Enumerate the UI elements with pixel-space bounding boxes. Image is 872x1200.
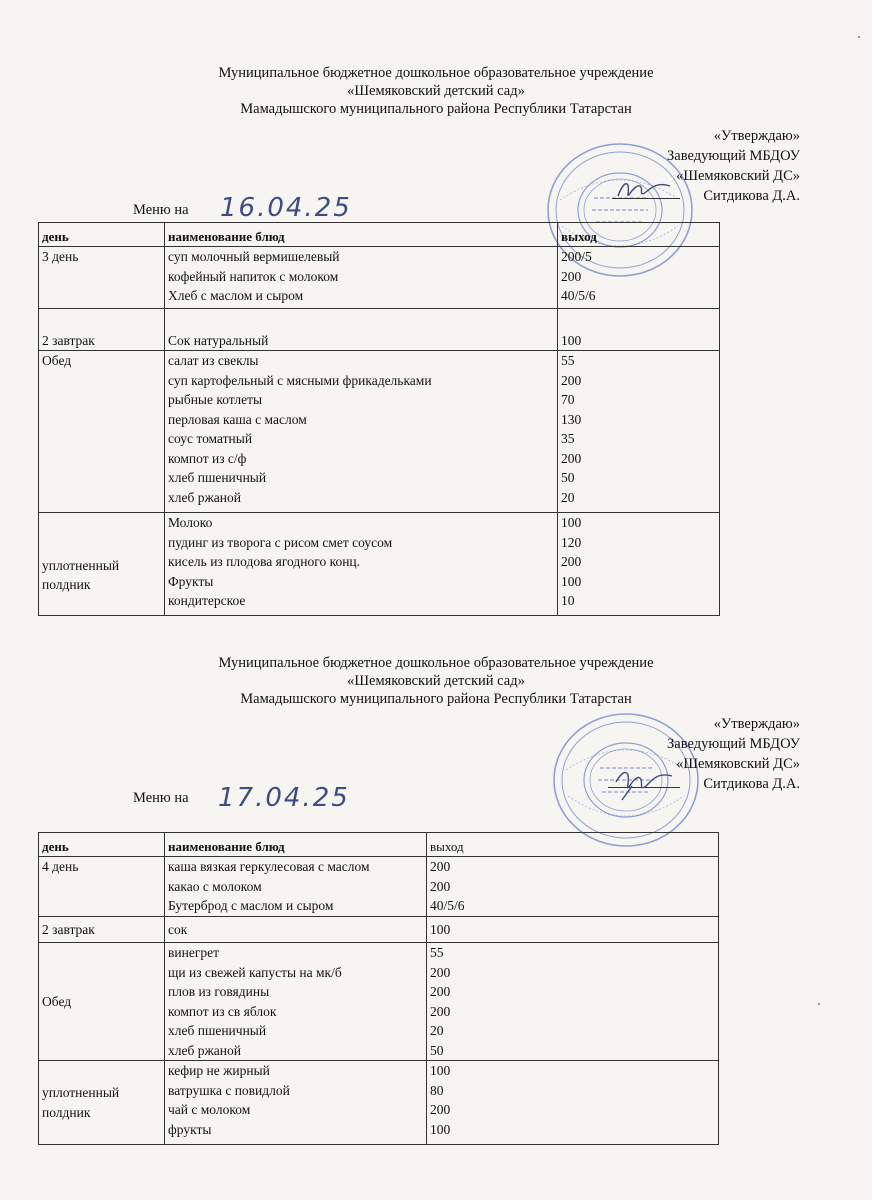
dish-item: сок [168, 921, 188, 937]
dish-item: ватрушка с повидлой [168, 1082, 290, 1098]
dish-item: суп картофельный с мясными фрикадельками [168, 372, 432, 388]
dish-item: Молоко [168, 515, 213, 530]
approval-line: «Шемяковский ДС» [676, 756, 800, 772]
table-header-row [39, 833, 719, 857]
portion-value: 10 [561, 593, 575, 608]
column-header-day: день [39, 833, 165, 857]
portion-value: 70 [561, 392, 575, 407]
org-header-2 [0, 654, 872, 708]
dish-cell [165, 857, 427, 917]
dish-cell [165, 247, 558, 309]
portion-cell [427, 1061, 719, 1145]
approval-line: «Шемяковский ДС» [676, 168, 800, 184]
approval-signatory: Ситдикова Д.А. [703, 776, 800, 792]
meal-day-cell: уплотненный полдник [39, 513, 165, 616]
dish-cell [165, 917, 427, 943]
portion-value: 120 [561, 534, 582, 550]
portion-value: 200 [430, 859, 451, 874]
portion-value: 35 [561, 431, 575, 446]
dish-cell [165, 1061, 427, 1145]
portion-value: 200 [561, 268, 582, 284]
org-header-line: Муниципальное бюджетное дошкольное образовательное учреждение [218, 655, 654, 671]
column-header-day: день [39, 223, 165, 247]
approval-signatory: Ситдикова Д.А. [703, 188, 800, 204]
portion-value: 100 [561, 332, 582, 348]
portion-cell [558, 351, 720, 513]
portion-value: 80 [430, 1082, 444, 1098]
dish-cell [165, 513, 558, 616]
column-header-portion: выход [427, 833, 719, 857]
portion-value: 100 [430, 1063, 451, 1078]
dish-item: хлеб ржаной [168, 489, 241, 505]
dish-item: Фрукты [168, 573, 214, 589]
portion-value: 200 [561, 554, 582, 569]
menu-label-2: Меню на [133, 790, 189, 806]
portion-value: 130 [561, 411, 582, 427]
portion-value: 100 [561, 515, 582, 530]
org-header-line: Мамадышского муниципального района Республики Татарстан [240, 691, 632, 707]
handwritten-signature-2 [612, 764, 676, 804]
menu-table-1 [38, 222, 720, 616]
approval-line: Заведующий МБДОУ [667, 736, 800, 752]
portion-value: 200 [430, 878, 451, 894]
dish-item: Хлеб с маслом и сыром [168, 288, 304, 303]
portion-value: 200/5 [561, 249, 592, 264]
table-row [39, 247, 720, 309]
portion-cell [558, 513, 720, 616]
table-row [39, 351, 720, 513]
table-row [39, 513, 720, 616]
portion-cell [427, 943, 719, 1061]
portion-value: 55 [430, 945, 444, 960]
dish-item: пудинг из творога с рисом смет соусом [168, 534, 393, 550]
dish-item: салат из свеклы [168, 353, 259, 368]
dish-item: хлеб пшеничный [168, 1023, 267, 1038]
dish-item: перловая каша с маслом [168, 411, 307, 427]
paper-speck [858, 36, 860, 38]
portion-value: 200 [561, 450, 582, 466]
dish-item: Сок натуральный [168, 332, 269, 348]
dish-item: какао с молоком [168, 878, 262, 894]
dish-item: кофейный напиток с молоком [168, 268, 339, 284]
meal-day-cell: Обед [39, 351, 165, 513]
portion-cell [427, 857, 719, 917]
portion-value: 50 [561, 470, 575, 485]
approval-line: Заведующий МБДОУ [667, 148, 800, 164]
column-header-dish: наименование блюд [165, 833, 427, 857]
org-header-line: «Шемяковский детский сад» [347, 673, 525, 689]
portion-value: 50 [430, 1042, 444, 1058]
org-header-line: «Шемяковский детский сад» [347, 83, 525, 99]
portion-value: 40/5/6 [561, 288, 596, 303]
portion-value: 200 [430, 1102, 451, 1117]
approval-line: «Утверждаю» [713, 128, 800, 144]
portion-value: 20 [430, 1023, 444, 1038]
portion-value: 100 [561, 573, 582, 589]
dish-item: компот из св яблок [168, 1003, 277, 1019]
portion-value: 55 [561, 353, 575, 368]
dish-item: компот из с/ф [168, 450, 247, 466]
portion-value: 20 [561, 489, 575, 505]
org-header-line: Муниципальное бюджетное дошкольное образовательное учреждение [218, 65, 654, 81]
portion-cell [558, 309, 720, 351]
dish-item: каша вязкая геркулесовая с маслом [168, 859, 370, 874]
dish-item: плов из говядины [168, 984, 270, 999]
dish-item: щи из свежей капусты на мк/б [168, 964, 342, 980]
dish-cell [165, 351, 558, 513]
table-row [39, 857, 719, 917]
dish-item: хлеб пшеничный [168, 470, 267, 485]
portion-cell [427, 917, 719, 943]
dish-item: Бутерброд с маслом и сыром [168, 898, 334, 913]
dish-item: кондитерское [168, 593, 246, 608]
portion-value: 200 [430, 964, 451, 980]
org-header-line: Мамадышского муниципального района Республики Татарстан [240, 101, 632, 117]
meal-day-cell: Обед [39, 943, 165, 1061]
portion-cell [558, 247, 720, 309]
dish-item: рыбные котлеты [168, 392, 263, 407]
dish-item: фрукты [168, 1121, 212, 1137]
table-row [39, 1061, 719, 1145]
meal-day-cell: 4 день [39, 857, 165, 917]
dish-item: винегрет [168, 945, 219, 960]
dish-item: чай с молоком [168, 1102, 251, 1117]
menu-label-1: Меню на [133, 202, 189, 218]
portion-value: 100 [430, 921, 451, 937]
menu-date-2: 17.04.25 [218, 783, 350, 813]
portion-value: 40/5/6 [430, 898, 465, 913]
table-header-row [39, 223, 720, 247]
menu-table-2 [38, 832, 719, 1145]
meal-day-cell: уплотненный полдник [39, 1061, 165, 1145]
paper-speck [818, 1003, 820, 1005]
dish-item: суп молочный вермишелевый [168, 249, 340, 264]
dish-item: кефир не жирный [168, 1063, 270, 1078]
portion-value: 200 [430, 1003, 451, 1019]
portion-value: 200 [561, 372, 582, 388]
table-row [39, 943, 719, 1061]
meal-day-cell: 3 день [39, 247, 165, 309]
meal-day-cell: 2 завтрак [39, 917, 165, 943]
org-header-1 [0, 64, 872, 118]
table-row [39, 917, 719, 943]
column-header-portion: выход [558, 223, 720, 247]
dish-item: хлеб ржаной [168, 1042, 241, 1058]
portion-value: 200 [430, 984, 451, 999]
dish-item: кисель из плодова ягодного конц. [168, 554, 361, 569]
dish-item: соус томатный [168, 431, 253, 446]
column-header-dish: наименование блюд [165, 223, 558, 247]
portion-value: 100 [430, 1121, 451, 1137]
dish-cell [165, 943, 427, 1061]
approval-line: «Утверждаю» [713, 716, 800, 732]
handwritten-signature-1 [614, 176, 674, 204]
meal-day-cell: 2 завтрак [39, 309, 165, 351]
menu-date-1: 16.04.25 [220, 193, 352, 223]
table-row [39, 309, 720, 351]
dish-cell [165, 309, 558, 351]
